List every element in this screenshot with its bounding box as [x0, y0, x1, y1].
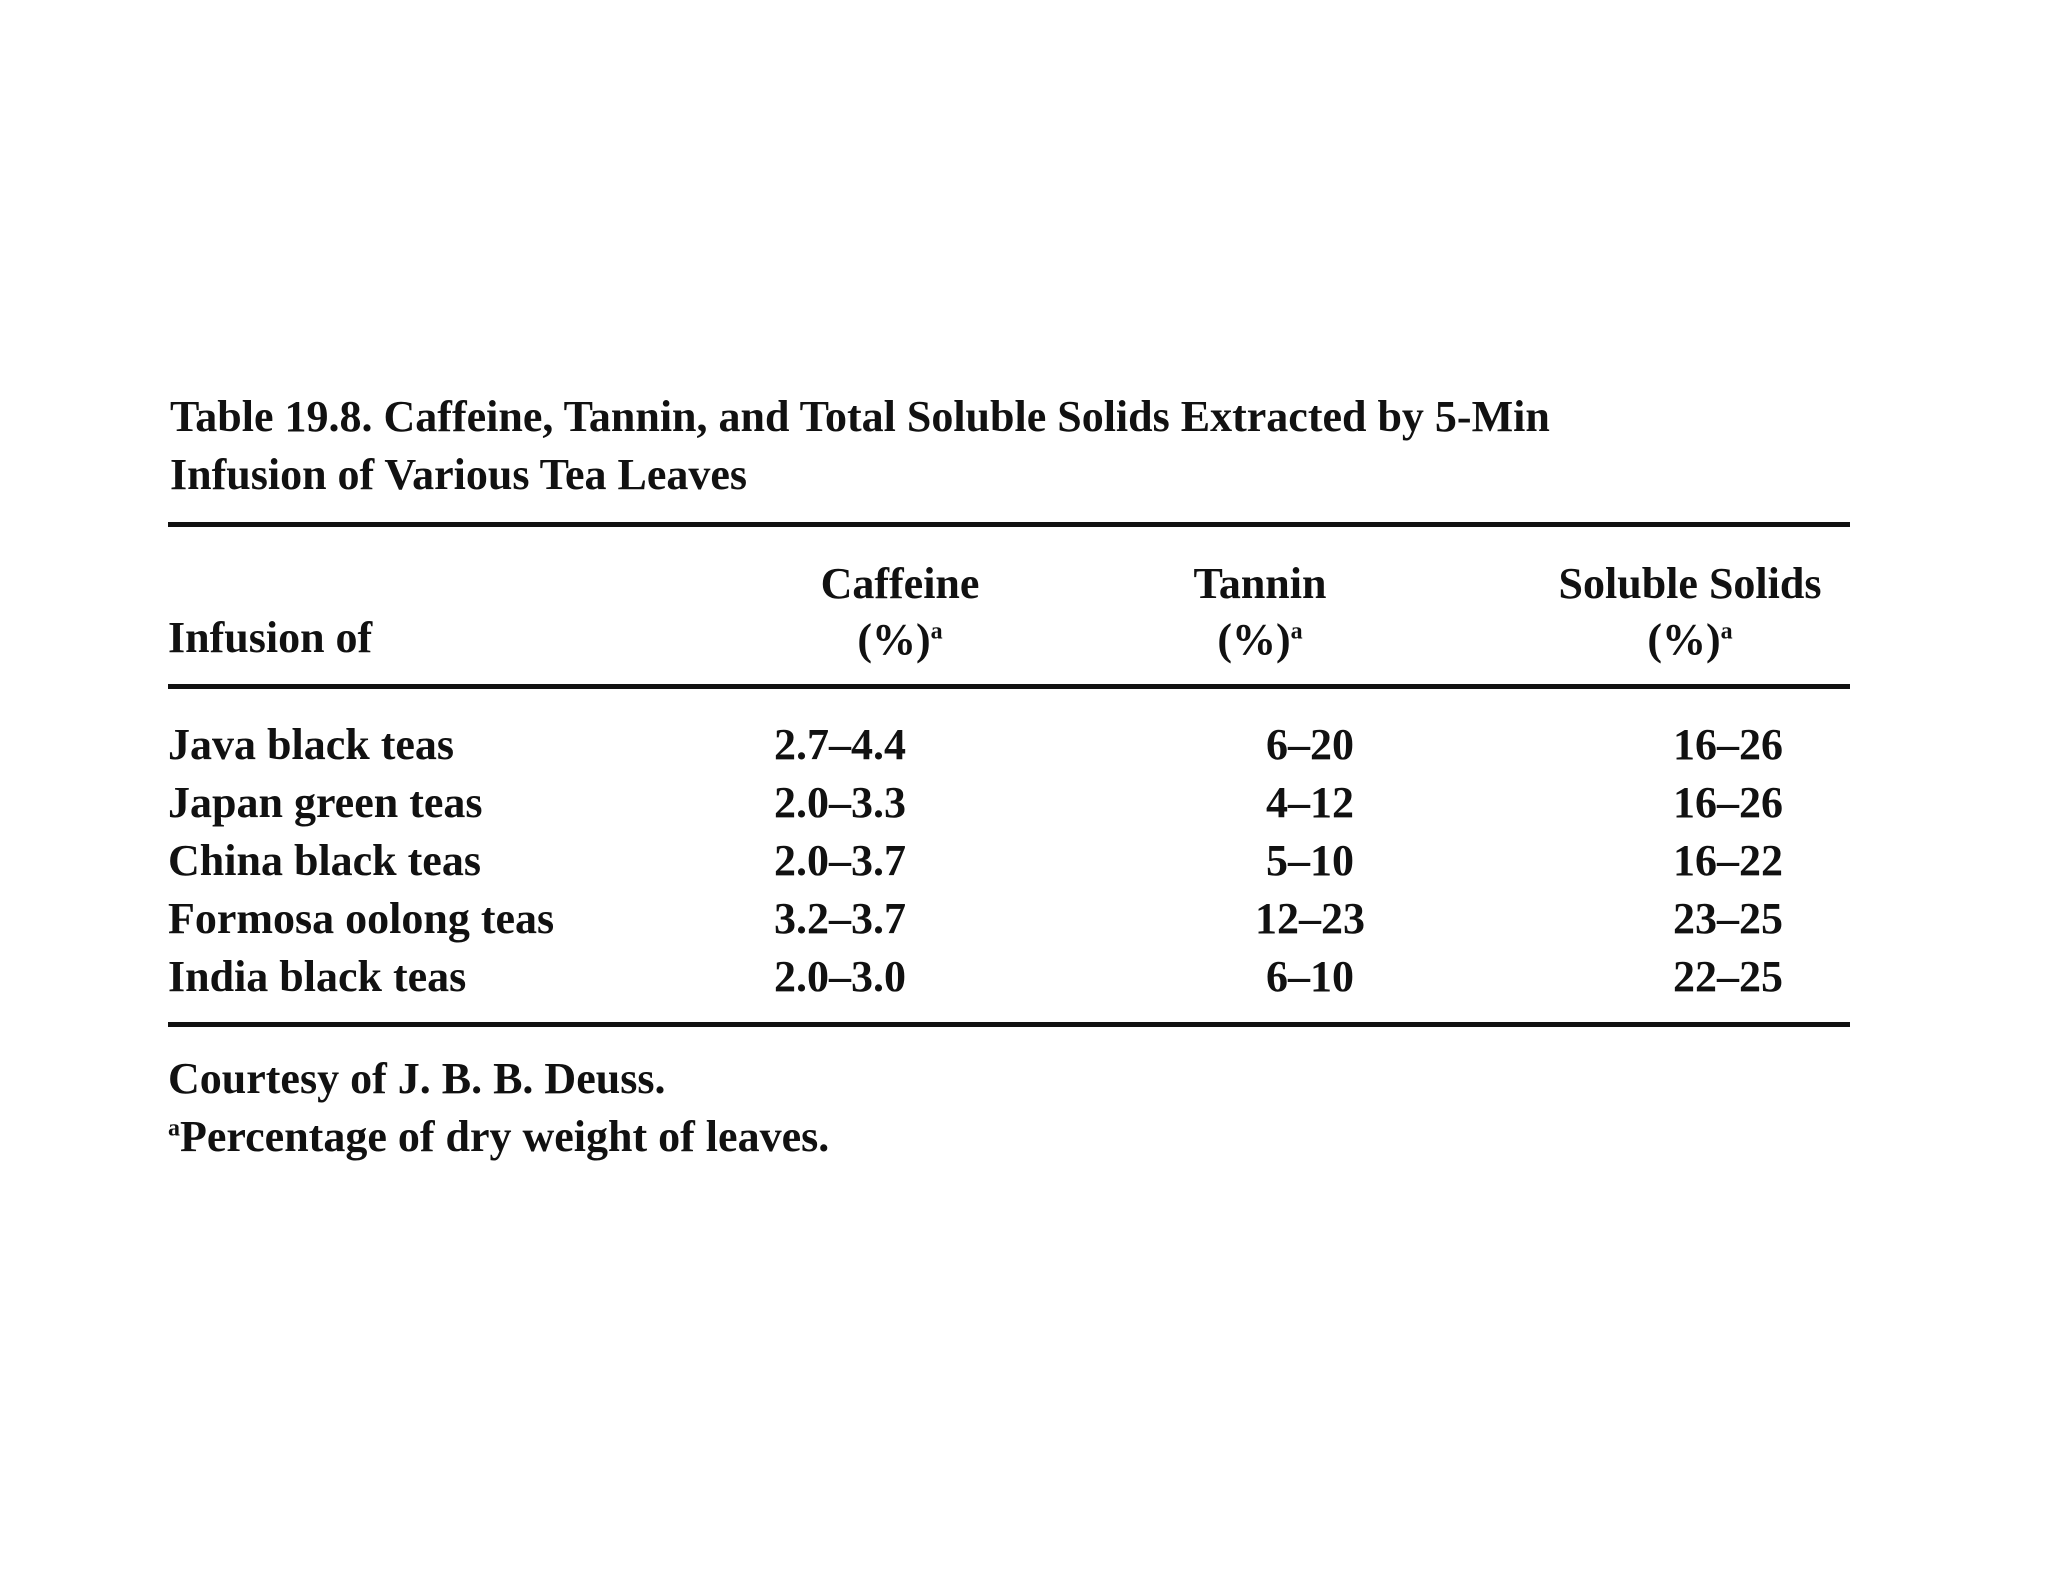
- header-tannin-label: Tannin: [1193, 559, 1327, 608]
- header-infusion-of: Infusion of: [168, 613, 373, 662]
- footnote-marker: a: [1290, 618, 1303, 645]
- source-note: Courtesy of J. B. B. Deuss.: [168, 1054, 666, 1103]
- header-caffeine-unit: [720, 612, 1080, 668]
- table-row: [168, 948, 1868, 1006]
- row-tannin: 12–23: [1255, 894, 1365, 943]
- footnote: [168, 1108, 829, 1166]
- table-title-line-1: Table 19.8. Caffeine, Tannin, and Total Soluble Solids Extracted by 5-Min: [170, 392, 1550, 441]
- row-caffeine: 2.7–4.4: [774, 720, 906, 769]
- row-tannin: 5–10: [1266, 836, 1354, 885]
- bottom-rule: [168, 1022, 1850, 1027]
- row-name: China black teas: [168, 836, 481, 885]
- top-rule: [168, 522, 1850, 527]
- header-caffeine-label: Caffeine: [820, 559, 980, 608]
- header-soluble-solids-label: Soluble Solids: [1558, 559, 1822, 608]
- header-caffeine: [720, 556, 1080, 668]
- row-soluble-solids: 16–26: [1673, 720, 1783, 769]
- row-name: Java black teas: [168, 720, 454, 769]
- header-tannin-unit: [1080, 612, 1440, 668]
- footnote-marker: a: [1720, 618, 1733, 645]
- footnote-marker: a: [930, 618, 943, 645]
- row-soluble-solids: 16–22: [1673, 836, 1783, 885]
- unit-label: (%): [857, 615, 931, 664]
- header-tannin: [1080, 556, 1440, 668]
- row-tannin: 4–12: [1266, 778, 1354, 827]
- unit-label: (%): [1647, 615, 1721, 664]
- row-name: Japan green teas: [168, 778, 483, 827]
- row-name: India black teas: [168, 952, 467, 1001]
- footnote-text: Percentage of dry weight of leaves.: [180, 1112, 830, 1161]
- unit-label: (%): [1217, 615, 1291, 664]
- row-soluble-solids: 23–25: [1673, 894, 1783, 943]
- table-row: [168, 774, 1868, 832]
- row-caffeine: 2.0–3.3: [774, 778, 906, 827]
- row-caffeine: 2.0–3.0: [774, 952, 906, 1001]
- row-caffeine: 3.2–3.7: [774, 894, 906, 943]
- row-soluble-solids: 16–26: [1673, 778, 1783, 827]
- row-caffeine: 2.0–3.7: [774, 836, 906, 885]
- footnote-marker: a: [168, 1115, 180, 1142]
- table-row: [168, 716, 1868, 774]
- header-soluble-solids: [1500, 556, 1880, 668]
- row-tannin: 6–20: [1266, 720, 1354, 769]
- table-row: [168, 832, 1868, 890]
- row-name: Formosa oolong teas: [168, 894, 555, 943]
- table-title: [170, 388, 1870, 504]
- table-title-line-2: Infusion of Various Tea Leaves: [170, 450, 748, 499]
- header-rule: [168, 684, 1850, 689]
- row-soluble-solids: 22–25: [1673, 952, 1783, 1001]
- header-soluble-solids-unit: [1500, 612, 1880, 668]
- row-tannin: 6–10: [1266, 952, 1354, 1001]
- table-row: [168, 890, 1868, 948]
